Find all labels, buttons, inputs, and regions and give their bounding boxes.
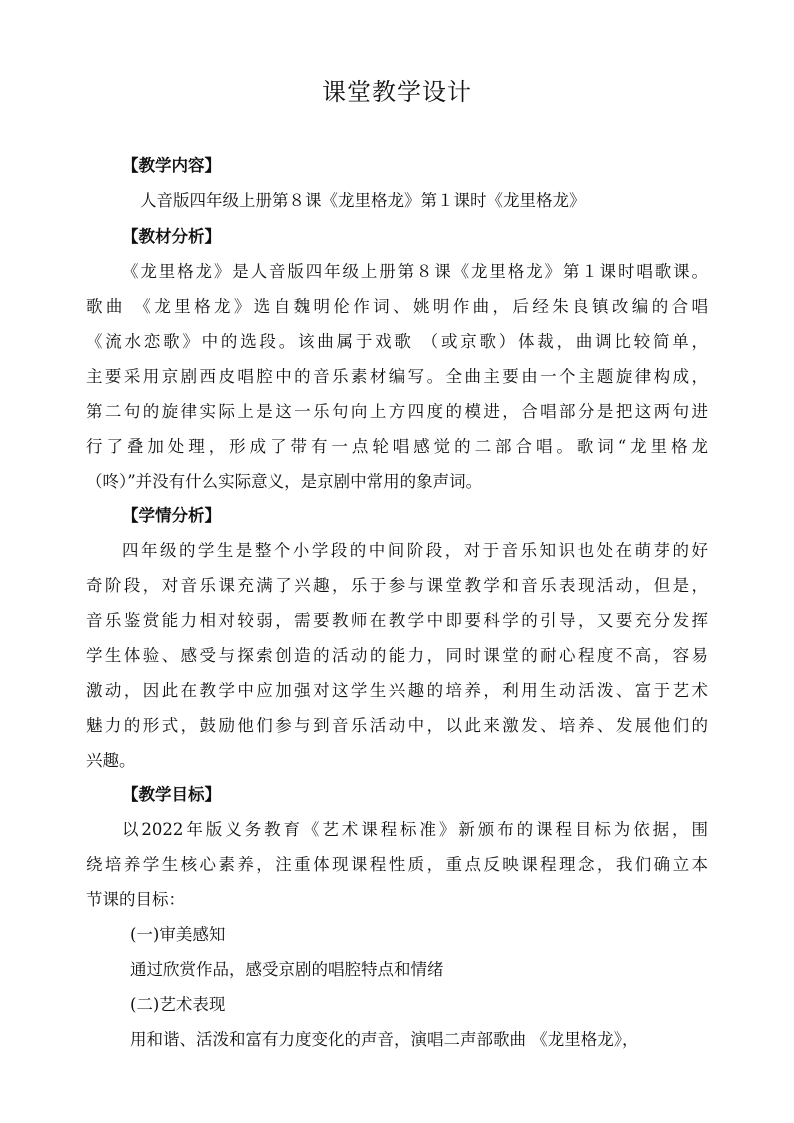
section-heading-content: 【教学内容】 <box>122 156 221 175</box>
students-line-4: 学生体验、感受与探索创造的活动的能力，同时课堂的耐心程度不高，容易 <box>86 646 708 665</box>
goal-item-1-label: (一)审美感知 <box>130 925 226 944</box>
goal-item-2-label: (二)艺术表现 <box>130 995 226 1014</box>
goals-line-3: 节课的目标： <box>86 890 185 909</box>
section-heading-material: 【教材分析】 <box>122 227 221 246</box>
material-line-6: 行了叠加处理，形成了带有一点轮唱感觉的二部合唱。歌词“龙里格龙 <box>86 437 708 456</box>
material-line-2: 歌曲 《龙里格龙》选自魏明伦作词、姚明作曲，后经朱良镇改编的合唱 <box>86 297 708 316</box>
students-line-2: 奇阶段，对音乐课充满了兴趣，乐于参与课堂教学和音乐表现活动，但是， <box>86 576 708 595</box>
goal-item-2-text: 用和谐、活泼和富有力度变化的声音，演唱二声部歌曲 《龙里格龙》， <box>130 1030 639 1049</box>
students-line-1: 四年级的学生是整个小学段的中间阶段，对于音乐知识也处在萌芽的好 <box>122 541 708 560</box>
material-line-5: 第二句的旋律实际上是这一乐句向上方四度的模进，合唱部分是把这两句进 <box>86 402 708 421</box>
goal-item-1-text: 通过欣赏作品，感受京剧的唱腔特点和情绪 <box>130 960 444 979</box>
material-line-3: 《流水恋歌》中的选段。该曲属于戏歌 （或京歌）体裁，曲调比较简单， <box>86 332 708 351</box>
material-line-7: （咚）”并没有什么实际意义，是京剧中常用的象声词。 <box>86 472 483 491</box>
students-line-3: 音乐鉴赏能力相对较弱，需要教师在教学中即要科学的引导，又要充分发挥 <box>86 611 708 630</box>
students-line-6: 魅力的形式，鼓励他们参与到音乐活动中，以此来激发、培养、发展他们的 <box>86 716 708 735</box>
material-line-4: 主要采用京剧西皮唱腔中的音乐素材编写。全曲主要由一个主题旋律构成， <box>86 367 708 386</box>
section-heading-goals: 【教学目标】 <box>122 785 221 804</box>
page-title: 课堂教学设计 <box>322 78 472 106</box>
section-heading-students: 【学情分析】 <box>122 506 221 525</box>
goals-line-2: 绕培养学生核心素养，注重体现课程性质，重点反映课程理念，我们确立本 <box>86 855 708 874</box>
goals-line-1: 以2022年版义务教育《艺术课程标准》新颁布的课程目标为依据，围 <box>122 820 708 839</box>
content-text: 人音版四年级上册第８课《龙里格龙》第１课时《龙里格龙》 <box>140 191 586 210</box>
material-line-1: 《龙里格龙》是人音版四年级上册第８课《龙里格龙》第１课时唱歌课。 <box>122 262 708 281</box>
students-line-7: 兴趣。 <box>86 751 136 770</box>
students-line-5: 激动，因此在教学中应加强对这学生兴趣的培养，利用生动活泼、富于艺术 <box>86 681 708 700</box>
